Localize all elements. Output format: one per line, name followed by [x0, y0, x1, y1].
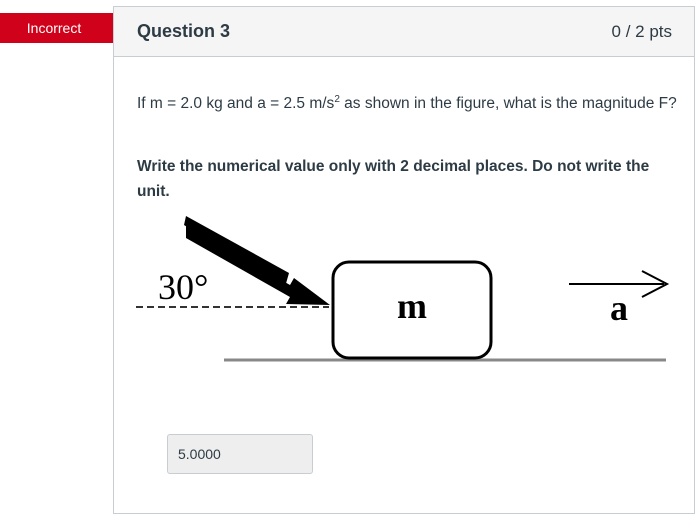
question-points: 0 / 2 pts	[611, 21, 672, 41]
status-label: Incorrect	[26, 20, 82, 36]
acceleration-label: a	[610, 288, 628, 328]
question-title: Question 3	[137, 21, 231, 41]
question-text-part2: as shown in the figure, what is the magnitude F?	[339, 95, 677, 112]
question-text-sup: 2	[334, 93, 340, 105]
force-diagram	[114, 7, 696, 367]
question-instruction: Write the numerical value only with 2 decimal places. Do not write the unit.	[137, 158, 650, 200]
mass-label: m	[397, 286, 427, 326]
question-card	[113, 6, 695, 514]
angle-label: 30°	[158, 267, 209, 307]
incorrect-status-tag	[0, 13, 114, 43]
question-text-part1: If m = 2.0 kg and a = 2.5 m/s	[137, 95, 335, 112]
answer-field[interactable]	[167, 434, 313, 474]
answer-value: 5.0000	[178, 446, 221, 462]
